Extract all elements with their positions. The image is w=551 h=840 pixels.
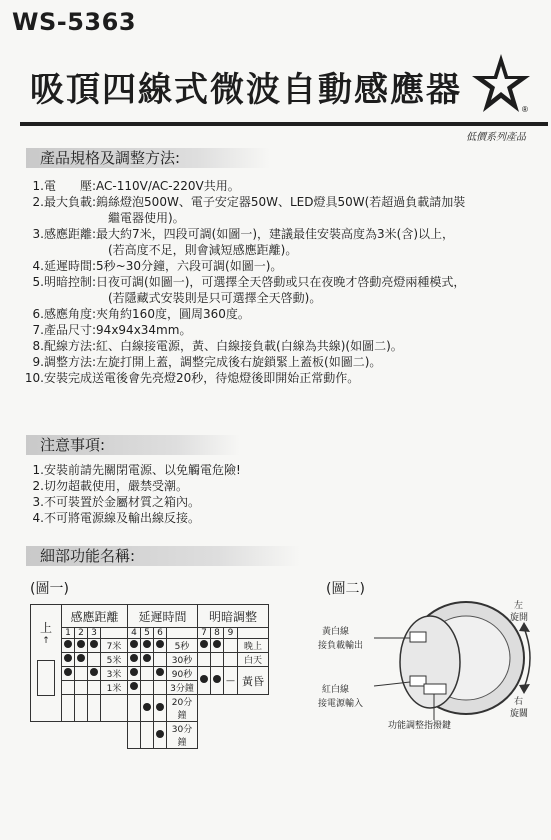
note-text: 切勿超載使用，嚴禁受潮。 [44,479,189,493]
spec-value: 94x94x34mm。 [96,323,192,337]
details-heading: 細部功能名稱: [26,546,300,566]
note-item [16,494,536,510]
dot-icon [156,640,164,648]
spec-label: 明暗控制: [44,275,97,289]
dot-icon [90,668,98,676]
spec-item [16,258,536,274]
dot-icon [64,654,72,662]
red-white-label: 紅白線 [322,685,350,695]
dot-icon [213,640,221,648]
spec-continuation: 繼電器使用)。 [108,211,185,225]
delay-label: 30秒 [167,653,198,667]
dot-icon [64,640,72,648]
spec-label: 電 壓: [44,179,97,193]
light-label: 白天 [238,653,269,667]
setting-table: 上 ↑ 感應距離 延遲時間 明暗調整 1 2 3 4 5 6 7 8 9 7米 5秒 晚上 5米 30秒 白天 3米 90秒 — 黃昏 1米 3分鐘 20分鐘 30分鐘 [30,604,269,749]
note-number: 2. [32,479,44,493]
spec-item [16,306,536,322]
note-text: 不可將電源線及輸出線反接。 [44,511,201,525]
light-label: 黃昏 [238,667,269,695]
dot-icon [130,682,138,690]
distance-label: 1米 [101,681,128,695]
up-column [31,605,62,722]
note-item [16,510,536,526]
switch-num: 7 [198,628,211,639]
note-number: 4. [32,511,44,525]
registered-mark: ® [522,105,528,114]
specs-list [16,178,536,386]
up-arrow-icon: ↑ [42,636,50,646]
spec-value: AC-110V/AC-220V共用。 [96,179,240,193]
dot-icon [143,654,151,662]
dot-icon [77,654,85,662]
brand-series: 低價系列產品 [466,132,526,143]
spec-continuation: (若隱藏式安裝則是只可選擇全天啓動)。 [108,291,322,305]
switch-num: 8 [211,628,224,639]
spec-label: 配線方法: [44,339,97,353]
spec-number: 3. [32,227,44,241]
figure-2-label: (圖二) [326,581,365,597]
left-label: 左 [514,601,524,611]
spec-item [16,194,536,210]
spec-number: 9. [32,355,44,369]
dip-switch-icon [37,660,55,696]
dot-icon [200,675,208,683]
switch-num: 9 [224,628,238,639]
switch-num: 5 [141,628,154,639]
switch-num: 1 [62,628,75,639]
spec-item [16,226,536,242]
dot-icon [143,703,151,711]
spec-item [16,370,536,386]
spec-item [16,274,536,290]
spec-number: 4. [32,259,44,273]
dot-icon [64,668,72,676]
specs-heading: 產品規格及調整方法: [26,148,270,168]
dot-icon [130,640,138,648]
dot-icon [156,730,164,738]
left-rotate-label: 旋開 [510,613,529,623]
switch-num: 6 [154,628,167,639]
power-input-label: 接電源輸入 [318,699,364,709]
spec-number: 2. [32,195,44,209]
spec-number: 7. [32,323,44,337]
distance-label: 3米 [101,667,128,681]
yellow-white-label: 黃白線 [322,627,350,637]
header-light: 明暗調整 [198,605,269,628]
spec-value: 鎢絲燈泡500W、電子安定器50W、LED燈具50W(若超過負載請加裝 [96,195,466,209]
delay-label: 5秒 [167,639,198,653]
switch-num: 4 [128,628,141,639]
figure-1-label: (圖一) [30,581,69,597]
header-distance: 感應距離 [62,605,128,628]
dot-icon [156,703,164,711]
header-divider [20,122,548,126]
brand-logo-icon [470,52,532,118]
delay-label: 90秒 [167,667,198,681]
spec-number: 5. [32,275,44,289]
spec-number: 6. [32,307,44,321]
spec-label: 感應角度: [44,307,97,321]
spec-value: 日夜可調(如圖一)，可選擇全天啓動或只在夜晚才啓動亮燈兩種模式， [96,275,466,289]
notes-heading: 注意事項: [26,435,240,455]
distance-label: 7米 [101,639,128,653]
spec-label: 最大負載: [44,195,97,209]
product-title: 吸頂四線式微波自動感應器 [30,70,462,110]
note-item [16,462,536,478]
up-label: 上 [39,621,52,635]
spec-label: 產品尺寸: [44,323,97,337]
spec-number: 1. [32,179,44,193]
dot-icon [200,640,208,648]
switch-num: 3 [88,628,101,639]
right-label: 右 [514,697,524,707]
distance-label: 5米 [101,653,128,667]
spec-label: 感應距離: [44,227,97,241]
spec-label: 調整方法: [44,355,97,369]
dot-icon [77,640,85,648]
dot-icon [90,640,98,648]
knob-caption: 功能調整指撥鍵 [388,721,452,731]
spec-value: 最大約7米，四段可調(如圖一)，建議最佳安裝高度為3米(含)以上， [96,227,455,241]
spec-continuation: (若高度不足，則會減短感應距離)。 [108,243,298,257]
spec-item [16,354,536,370]
load-output-label: 接負載輸出 [318,641,364,651]
spec-item [16,322,536,338]
light-label: 晚上 [238,639,269,653]
spec-item [16,338,536,354]
note-text: 安裝前請先關閉電源、以免觸電危險! [44,463,241,477]
spec-item [16,178,536,194]
dot-icon [130,668,138,676]
wiring-diagram [318,596,548,746]
delay-label: 20分鐘 [167,695,198,722]
right-rotate-label: 旋關 [510,709,529,719]
note-number: 1. [32,463,44,477]
spec-value: 5秒~30分鐘，六段可調(如圖一)。 [96,259,283,273]
dot-icon [213,675,221,683]
note-text: 不可裝置於金屬材質之箱內。 [44,495,201,509]
dot-icon [156,668,164,676]
notes-list [16,462,536,526]
note-number: 3. [32,495,44,509]
switch-num: 2 [75,628,88,639]
spec-value: 安裝完成送電後會先亮燈20秒，待熄燈後即開始正常動作。 [44,371,360,385]
spec-value: 紅、白線接電源，黃、白線接負載(白線為共線)(如圖二)。 [96,339,403,353]
header-delay: 延遲時間 [128,605,198,628]
dot-icon [130,654,138,662]
delay-label: 30分鐘 [167,722,198,749]
spec-number: 8. [32,339,44,353]
dot-icon [143,640,151,648]
spec-number: 10. [24,371,44,385]
delay-label: 3分鐘 [167,681,198,695]
note-item [16,478,536,494]
spec-label: 延遲時間: [44,259,97,273]
spec-value: 左旋打開上蓋，調整完成後右旋鎖緊上蓋板(如圖二)。 [96,355,382,369]
spec-value: 夾角約160度，圓周360度。 [96,307,250,321]
model-number: WS-5363 [12,8,137,36]
